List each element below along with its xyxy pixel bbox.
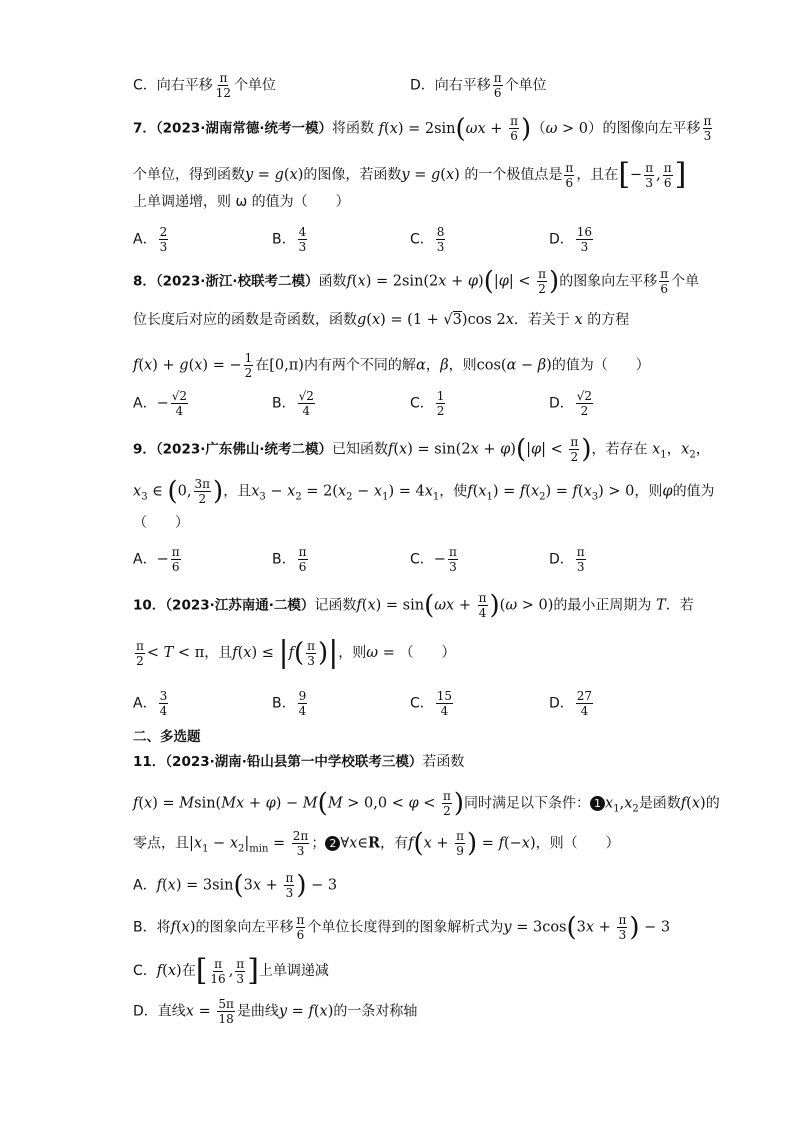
- q8-stem-line2: 位长度后对应的函数是奇函数，函数g(x) = (1 + √3)cos 2x．若关于 x 的方程: [133, 312, 630, 328]
- q8-option-a[interactable]: A．− $\frac{√2}{4}$: [133, 389, 188, 418]
- circled-number-2: 2: [325, 836, 340, 851]
- q7-option-d[interactable]: D． $\frac{16}{3}$: [549, 225, 593, 254]
- fraction: $\frac{\pi}{12}$: [215, 71, 232, 100]
- q9-option-c[interactable]: C．− $\frac{\pi}{3}$: [410, 545, 457, 574]
- q11-option-a[interactable]: A．f(x) = 3sin(3x + $\frac{\pi}{3}$ ) − 3: [133, 870, 338, 901]
- q7-option-b[interactable]: B． $\frac{4}{3}$: [272, 225, 307, 254]
- q7-stem-line1: 7．（2023·湖南常德·统考一模）将函数 f(x) = 2sin(ωx + $\frac{\pi}{6}$ )（ω > 0）的图像向左平移 $\frac{\pi}{3}$: [133, 113, 712, 144]
- q6-option-c[interactable]: C．向右平移 $\frac{\pi}{12}$ 个单位: [133, 71, 277, 100]
- q8-option-c[interactable]: C． $\frac{1}{2}$: [410, 389, 445, 418]
- q7-stem-line2: 个单位，得到函数y = g(x)的图像，若函数y = g(x) 的一个极值点是 $\frac{\pi}{6}$ ，且在[− $\frac{\pi}{3}$ , $\frac{\pi}{6}$ ]: [133, 157, 687, 192]
- section-title-multi-choice: 二、多选题: [133, 729, 201, 745]
- q7-option-c[interactable]: C． $\frac{8}{3}$: [410, 225, 445, 254]
- q7-stem-line3: 上单调递增，则 ω 的值为（ ）: [133, 194, 350, 210]
- q9-stem-line3: （ ）: [133, 515, 189, 531]
- q10-option-a[interactable]: A． $\frac{3}{4}$: [133, 689, 168, 718]
- fraction: $\frac{\pi}{6}$: [493, 71, 502, 100]
- q11-option-d[interactable]: D．直线x = $\frac{5\pi}{18}$ 是曲线y = f(x)的一条对称轴: [133, 997, 418, 1026]
- q9-stem-line1: 9．（2023·广东佛山·统考二模）已知函数f(x) = sin(2x + φ)(|φ| < $\frac{\pi}{2}$ )，若存在 $x_1$，$x_2$，: [133, 434, 711, 465]
- q8-stem-line3: f(x) + g(x) = − $\frac{1}{2}$ 在[0,π)内有两个不同的解α，β，则cos(α − β)的值为（ ）: [133, 351, 650, 380]
- q10-option-b[interactable]: B． $\frac{9}{4}$: [272, 689, 307, 718]
- q9-option-d[interactable]: D． $\frac{\pi}{3}$: [549, 545, 585, 574]
- q8-stem-line1: 8．（2023·浙江·校联考二模）函数f(x) = 2sin(2x + φ)(|φ| < $\frac{\pi}{2}$ )的图象向左平移 $\frac{\pi}{6}$ 个单: [133, 266, 700, 297]
- q11-stem-line1: 11．（2023·湖南·铅山县第一中学校联考三模）若函数: [133, 754, 465, 770]
- q7-option-a[interactable]: A． $\frac{2}{3}$: [133, 225, 168, 254]
- q10-option-c[interactable]: C． $\frac{15}{4}$: [410, 689, 453, 718]
- q9-stem-line2: $x_3$ ∈ (0, $\frac{3\pi}{2}$ )，且$x_3 - x_2 = 2(x_2 - x_1) = 4x_1$，使$f(x_1) = f(x_2) = f(x_3) > 0$，则φ的值为: [133, 476, 715, 507]
- q11-stem-line2: f(x) = Msin(Mx + φ) − M(M > 0,0 < φ < $\frac{\pi}{2}$ )同时满足以下条件： 1 $x_1,x_2$是函数f(x)的: [133, 788, 720, 819]
- q10-stem-line1: 10．（2023·江苏南通·二模）记函数f(x) = sin(ωx + $\frac{\pi}{4}$ )(ω > 0)的最小正周期为 T．若: [133, 590, 694, 621]
- q10-stem-line2: $\frac{\pi}{2}$ < T < π，且f(x) ≤ |f( $\frac{\pi}{3}$ )|，则ω = （ ）: [136, 635, 456, 670]
- math-expression: f(x) = 2sin(ωx + $\frac{\pi}{6}$ )（ω > 0）: [378, 113, 603, 144]
- q9-option-b[interactable]: B． $\frac{\pi}{6}$: [272, 545, 307, 574]
- q8-option-d[interactable]: D． $\frac{√2}{2}$: [549, 389, 593, 418]
- q6-option-d[interactable]: D．向右平移 $\frac{\pi}{6}$ 个单位: [410, 71, 547, 100]
- q10-option-d[interactable]: D． $\frac{27}{4}$: [549, 689, 593, 718]
- q8-option-b[interactable]: B． $\frac{√2}{4}$: [272, 389, 314, 418]
- q9-option-a[interactable]: A．− $\frac{\pi}{6}$: [133, 545, 180, 574]
- q11-option-c[interactable]: C．f(x)在[ $\frac{\pi}{16}$ , $\frac{\pi}{3}$ ]上单调递减: [133, 953, 329, 988]
- q11-stem-line3: 零点，且$|x_1 - x_2|_{min}$ = $\frac{2\pi}{3}$ ； 2 ∀x∈R，有f(x + $\frac{\pi}{9}$ ) = f(−x)，则（ ）: [133, 828, 620, 859]
- q11-option-b[interactable]: B．将f(x)的图象向左平移 $\frac{\pi}{6}$ 个单位长度得到的图象解析式为y = 3cos(3x + $\frac{\pi}{3}$ ) − 3: [133, 912, 671, 943]
- circled-number-1: 1: [590, 796, 605, 811]
